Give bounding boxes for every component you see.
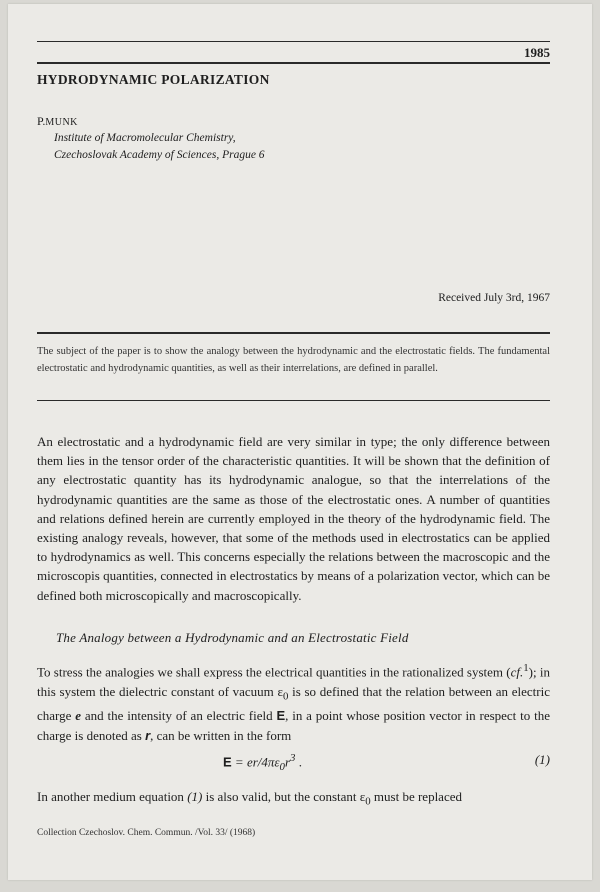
reference-marker: 1 [523,662,529,674]
body-paragraph-2: To stress the analogies we shall express the electrical quantities in the rationalized system (cf.$^1$); in this system the dielectric constant of vacuum $\varepsilon_0$ is so defined that the relation between an electric charge e and the intensity of an electric field E, in a point whose position vector in respect to the charge is denoted as r, can be written in the form [37,662,550,743]
equation-number: (1) [534,752,550,767]
header-top-rule [37,41,550,42]
journal-footer: Collection Czechoslov. Chem. Commun. /Vol. 33/ (1968) [37,828,256,838]
header-bottom-rule [37,62,550,64]
body-paragraph-1: An electrostatic and a hydrodynamic field are very similar in type; the only difference between them lies in the tensor order of the characteristic quantities. It will be shown that the definition of any electrostatic quantity has its hydrodynamic analogue, so that the interrelations of the hydrodynamic quantities are the same as those of the electrostatic ones. A number of quantities and relations defined herein are currently employed in the theory of the hydrodynamic field. The existing analogy reveals, however, that some of the methods used in electrostatics can be applied to hydrodynamics as well. This concerns especially the relations between the macroscopic and the microscopis quantities, connected in electrostatics by means of a polarization vector, which can be defined both microscopically and macroscopically. [37,434,550,603]
received-date: Received July 3rd, 1967 [438,292,550,304]
symbol-e: e [75,708,82,724]
symbol-E: E [276,708,286,724]
abstract-top-rule [37,332,550,334]
abstract: The subject of the paper is to show the analogy between the hydrodynamic and the electrostatic fields. The fundamental electrostatic and hydrodynamic quantities, as well as their interrelations, are defined in parallel. [37,346,550,374]
section-heading: The Analogy between a Hydrodynamic and an Electrostatic Field [56,630,409,645]
author-affiliation [54,130,265,164]
equation-formula: $E = er/4\pi\varepsilon_0r^3$ . [223,752,302,773]
abstract-bottom-rule [37,400,550,401]
author-surname: MUNK [45,117,78,128]
body-paragraph-3: In another medium equation (1) is also valid, but the constant $\varepsilon_0$ must be replaced [37,789,462,808]
journal-page [8,4,592,880]
symbol-r: r [145,727,151,743]
page-number: 1985 [524,45,550,60]
affiliation-line-2: Czechoslovak Academy of Sciences, Prague 6 [54,149,265,161]
article-title: HYDRODYNAMIC POLARIZATION [37,72,270,87]
author-name [37,114,78,129]
equation-reference: (1) [187,789,203,804]
affiliation-line-1: Institute of Macromolecular Chemistry, [54,132,236,144]
author-initial: P. [37,114,46,128]
cf-abbrev: cf. [510,664,524,680]
